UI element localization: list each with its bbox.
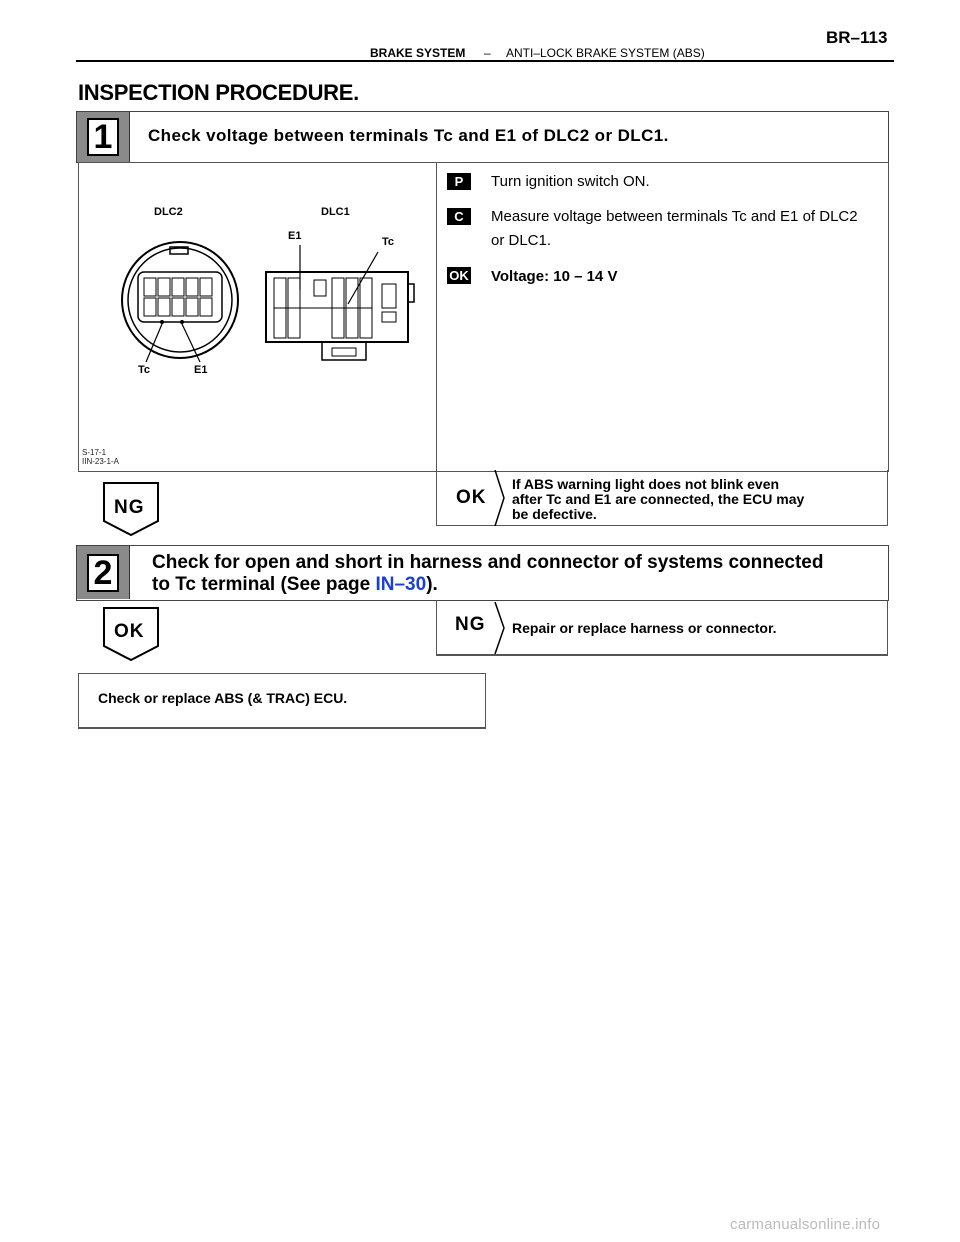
step1-ok-label: OK — [456, 487, 487, 508]
tc-top-label: Tc — [382, 236, 395, 248]
page-link-in30[interactable]: IN–30 — [375, 574, 427, 595]
step2-text-pre: to Tc terminal (See page — [152, 574, 376, 595]
tag-p: P — [447, 173, 471, 190]
step2-ok-label: OK — [114, 621, 145, 642]
step2-divider — [436, 600, 437, 655]
step2-number: 2 — [87, 554, 120, 592]
dlc2-label: DLC2 — [154, 206, 183, 218]
figure-code-1: S-17-1 — [82, 448, 107, 457]
e1-bottom-label: E1 — [194, 364, 208, 376]
header-dash: – — [484, 46, 491, 60]
tc-bottom-label: Tc — [138, 364, 151, 376]
step2-text — [152, 552, 823, 596]
section-title: BRAKE SYSTEM — [370, 46, 466, 60]
step2-number-box — [77, 546, 130, 599]
dlc1-label: DLC1 — [321, 206, 350, 218]
step2-ng-result: Repair or replace harness or connector. — [512, 620, 777, 636]
step1-ok-result-line2: after Tc and E1 are connected, the ECU may — [512, 491, 805, 507]
step2-text-post: ). — [426, 574, 438, 595]
step2-text-line1: Check for open and short in harness and connector of systems connected — [152, 552, 824, 573]
instruction-c-line2: or DLC1. — [491, 232, 552, 249]
header-rule — [76, 60, 894, 62]
step1-ok-result-line3: be defective. — [512, 506, 597, 522]
step1-divider — [436, 162, 437, 526]
final-text: Check or replace ABS (& TRAC) ECU. — [98, 690, 348, 706]
e1-top-label: E1 — [288, 230, 302, 242]
dlc-connector-figure — [100, 200, 430, 390]
step2-ng-label: NG — [455, 614, 486, 635]
step2-text-line2 — [152, 574, 823, 596]
page-title: INSPECTION PROCEDURE. — [78, 80, 359, 105]
subsection-title: ANTI–LOCK BRAKE SYSTEM (ABS) — [506, 46, 705, 60]
instruction-p: Turn ignition switch ON. — [491, 173, 650, 190]
step2-result-rule — [436, 654, 888, 656]
step1-number-box — [77, 112, 130, 162]
figure-code-2: IIN-23-1-A — [82, 457, 119, 466]
watermark: carmanualsonline.info — [730, 1216, 881, 1233]
step1-number: 1 — [87, 118, 120, 156]
step2-result-right — [887, 600, 888, 655]
tag-c: C — [447, 208, 471, 225]
step2-ng-chevron — [494, 602, 506, 654]
step1-text: Check voltage between terminals Tc and E1 of DLC2 or DLC1. — [148, 126, 669, 145]
step1-ng-label: NG — [114, 497, 145, 518]
tag-ok: OK — [447, 267, 471, 284]
step1-ok-chevron — [494, 470, 506, 526]
page-number: BR–113 — [826, 28, 888, 47]
step1-result-right — [887, 470, 888, 526]
step1-ok-result-line1: If ABS warning light does not blink even — [512, 476, 780, 492]
instruction-c-line1: Measure voltage between terminals Tc and E1 of DLC2 — [491, 208, 858, 225]
instruction-ok: Voltage: 10 – 14 V — [491, 268, 618, 285]
